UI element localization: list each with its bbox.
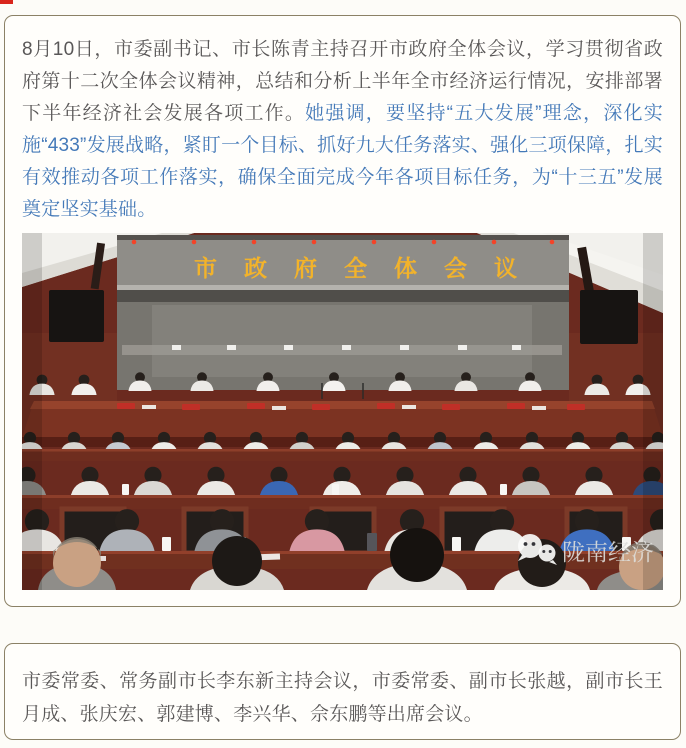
article-card — [4, 15, 681, 607]
attendees-paragraph: 市委常委、常务副市长李东新主持会议，市委常委、副市长张越，副市长王月成、张庆宏、郭建博、李兴华、佘东鹏等出席会议。 — [22, 671, 663, 725]
intro-text-blue-emphasis: 她强调，要坚持“五大发展”理念，深化实施“433”发展战略，紧盯一个目标、抓好九大任务落实、强化三项保障，扎实有效推动各项工作落实，确保全面完成今年各项目标任务，为“十三五”发展奠定坚实基础。 — [22, 103, 663, 220]
meeting-photo-illustration — [22, 233, 663, 590]
intro-text-black: 8月10日，市委副书记、市长陈青主持召开市政府全体会议，学习贯彻省政府第十二次全体会议精神，总结和分析上半年全市经济运行情况，安排部署下半年经济社会发展各项工作。 — [22, 39, 663, 124]
stage-banner — [117, 235, 569, 290]
projection-screen — [117, 290, 569, 390]
watermark-label: 陇南经济 — [562, 539, 654, 565]
banner-text: 市政府全体会议 — [194, 255, 544, 281]
intro-paragraph — [22, 34, 663, 226]
meeting-photo — [22, 233, 663, 590]
left-wall-screen — [49, 290, 104, 342]
top-left-red-mark — [0, 0, 13, 4]
right-wall-screen — [580, 290, 638, 344]
attendees-card — [4, 643, 681, 740]
